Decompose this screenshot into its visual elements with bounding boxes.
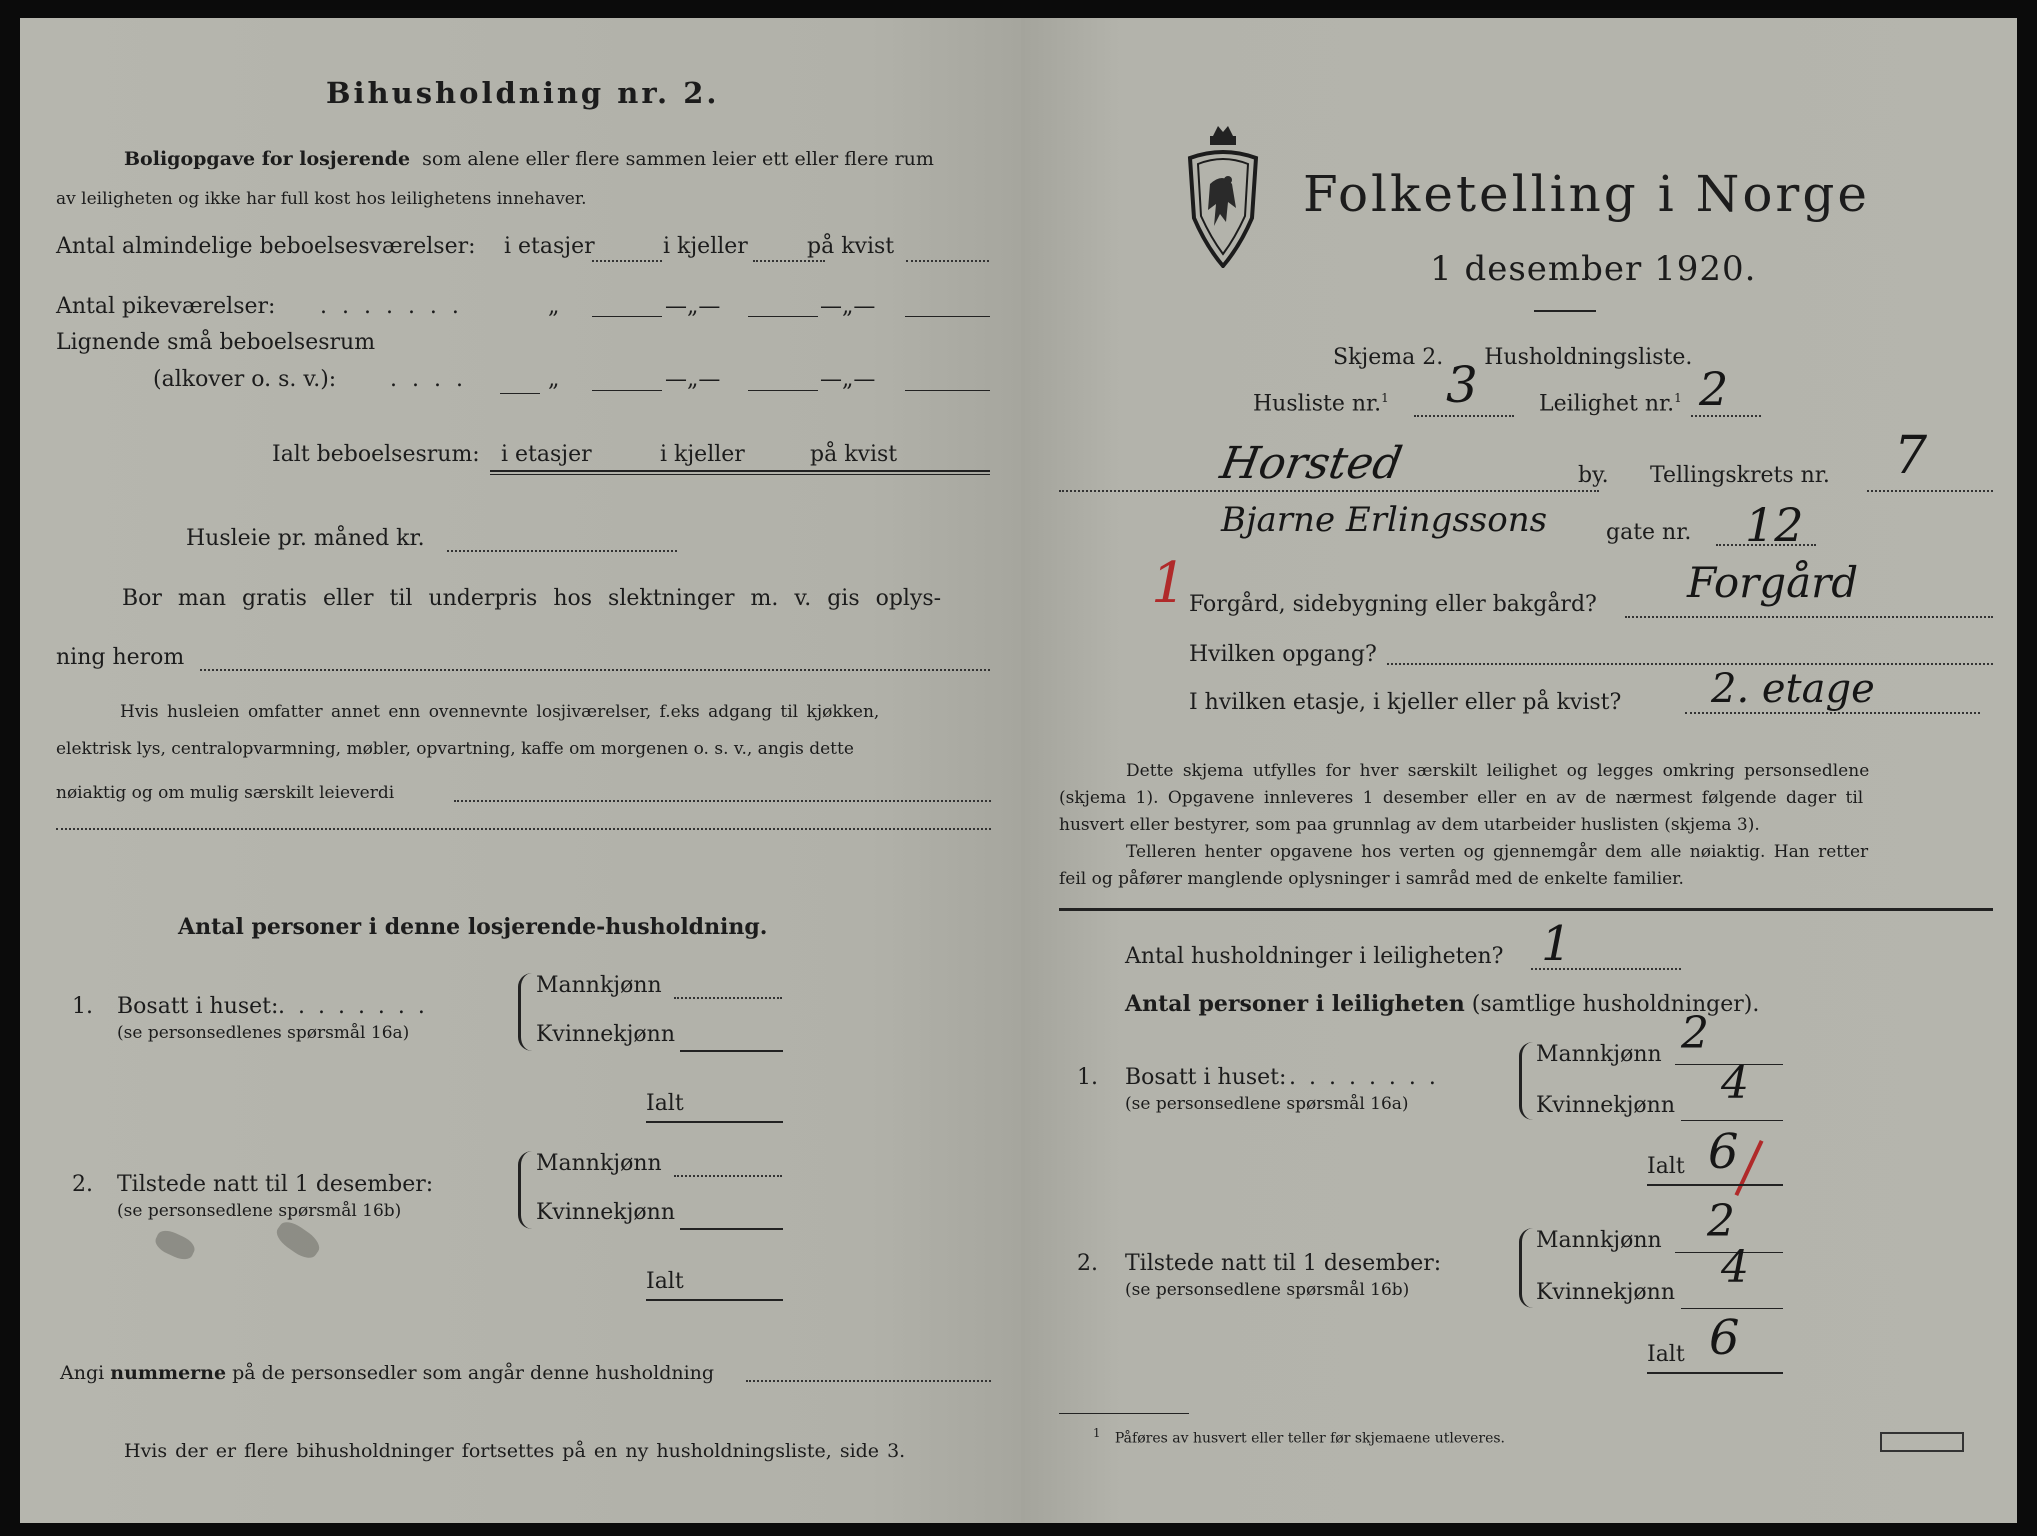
ialt-rooms-label: Ialt beboelsesrum: [272,442,480,467]
bihusholdning-title: Bihusholdning nr. 2. [326,76,720,110]
angi-pre: Angi [60,1362,105,1384]
q2-kvinne-label: Kvinnekjønn [536,1200,675,1225]
skjema-line [1333,345,1692,370]
r-q1-kvinne-label: Kvinnekjønn [1536,1093,1675,1118]
opgang-label: Hvilken opgang? [1189,642,1377,667]
angi-line [60,1362,714,1384]
forgaard-value: Forgård [1687,558,1859,607]
leilighet-text: Leilighet nr. [1539,391,1675,417]
krets-value: 7 [1894,426,1928,486]
etasje-label: I hvilken etasje, i kjeller eller på kvist? [1189,690,1622,715]
lign-ditto-2: —„— [665,367,721,392]
husliste-text: Husliste nr. [1253,391,1382,417]
red-margin-mark: 1 [1151,551,1187,616]
husholdninger-value: 1 [1541,916,1572,972]
q1-num: 1. [72,994,93,1019]
pike-ditto-2: —„— [665,294,721,319]
r-q1-label: Bosatt i huset: [1125,1065,1287,1090]
r-q1-mann-label: Mannkjønn [1536,1042,1662,1067]
leilighet-label [1539,391,1682,416]
r-q2-mann-value: 2 [1707,1196,1735,1247]
intro-bold: Boligopgave for losjerende [124,148,411,170]
r-q2-sub: (se personsedlene spørsmål 16b) [1125,1280,1410,1300]
printer-stamp [1880,1432,1964,1452]
gate-label: gate nr. [1606,520,1692,545]
rooms-kvist: på kvist [807,234,895,259]
r-q2-label: Tilstede natt til 1 desember: [1125,1251,1442,1276]
census-date: 1 desember 1920. [1430,249,1757,289]
info-line-2: (skjema 1). Opgavene innleveres 1 desember eller en av de nærmest følgende dager til [1059,788,1864,808]
rooms-label: Antal almindelige beboelsesværelser: [56,234,476,259]
husliste-value: 3 [1446,356,1478,414]
persons-line [1125,991,1759,1017]
intro-line-1 [124,148,934,170]
rooms-kjeller: i kjeller [663,234,748,259]
ink-stain [272,1217,323,1263]
by-value: Horsted [1216,438,1406,489]
red-check-mark [1735,1140,1764,1196]
bor-line-1: Bor man gratis eller til underpris hos slektninger m. v. gis oplys- [122,586,942,611]
ialt-kjeller: i kjeller [660,442,745,467]
intro-rest: som alene eller flere sammen leier ett eller flere rum [422,148,934,170]
lign-label-2: (alkover o. s. v.): [153,367,337,392]
skjema-title: Husholdningsliste. [1484,345,1693,370]
persons-rest: (samtlige husholdninger). [1471,992,1760,1017]
r-q2-kvinne-label: Kvinnekjønn [1536,1280,1675,1305]
angi-rest: på de personsedler som angår denne husholdning [232,1362,715,1384]
r-q2-mann-label: Mannkjønn [1536,1228,1662,1253]
etasje-value: 2. etage [1711,666,1875,712]
r-q2-kvinne-value: 4 [1721,1242,1749,1293]
husleie-label: Husleie pr. måned kr. [186,526,425,551]
pike-label: Antal pikeværelser: [56,294,276,319]
q2-mann-label: Mannkjønn [536,1151,662,1176]
r-q1-mann-value: 2 [1681,1008,1709,1059]
footnote-number: 1 [1093,1426,1101,1440]
q1-mann-label: Mannkjønn [536,973,662,998]
ink-stain [152,1227,198,1264]
hvis-line-3: nøiaktig og om mulig særskilt leieverdi [56,783,395,803]
info-line-3: husvert eller bestyrer, som paa grunnlag av dem utarbeider huslisten (skjema 3). [1059,815,1760,835]
lign-dots: . . . . [390,367,467,392]
r-q1-dots: . . . . . . . . [1289,1065,1439,1090]
forgaard-label: Forgård, sidebygning eller bakgård? [1189,592,1597,617]
lign-label-1: Lignende små beboelsesrum [56,330,376,355]
gate-nr-value: 12 [1745,498,1804,552]
leilighet-value: 2 [1699,362,1729,416]
ialt-kvist: på kvist [810,442,898,467]
gate-value: Bjarne Erlingssons [1221,500,1548,540]
q1-kvinne-label: Kvinnekjønn [536,1022,675,1047]
ialt-etasjer: i etasjer [501,442,592,467]
lign-ditto-3: —„— [820,367,876,392]
q2-sub: (se personsedlene spørsmål 16b) [117,1201,402,1221]
q2-label: Tilstede natt til 1 desember: [117,1172,434,1197]
info-line-4: Telleren henter opgavene hos verten og gjennemgår dem alle nøiaktig. Han retter [1126,842,1869,862]
pike-ditto-1: „ [548,294,560,319]
angi-bold: nummerne [110,1362,227,1384]
intro-line-2: av leiligheten og ikke har full kost hos leilighetens innehaver. [56,189,587,209]
r-q1-ialt-value: 6 [1708,1124,1739,1180]
footnote-text: Påføres av husvert eller teller før skjemaene utleveres. [1114,1430,1506,1447]
pike-dots: . . . . . . . [320,294,463,319]
info-line-1: Dette skjema utfylles for hver særskilt leilighet og legges omkring personsedlene [1126,761,1870,781]
skjema-number: Skjema 2. [1333,345,1444,370]
q2-num: 2. [72,1172,93,1197]
r-q2-num: 2. [1077,1251,1098,1276]
pike-ditto-3: —„— [820,294,876,319]
info-line-5: feil og påfører manglende oplysninger i samråd med de enkelte familier. [1059,869,1684,889]
footnote [1093,1426,1505,1447]
q2-ialt-label: Ialt [646,1269,684,1294]
bor-line-2: ning herom [56,645,185,670]
footer-note: Hvis der er flere bihusholdninger fortsettes på en ny husholdningsliste, side 3. [124,1440,906,1462]
r-q1-num: 1. [1077,1065,1098,1090]
norway-coat-of-arms-icon [1180,118,1266,268]
q1-sub: (se personsedlenes spørsmål 16a) [117,1023,410,1043]
persons-title: Antal personer i denne losjerende-husholdning. [178,914,768,940]
krets-label: Tellingskrets nr. [1650,463,1830,488]
rooms-etasjer: i etasjer [504,234,595,259]
r-q2-ialt-label: Ialt [1647,1342,1685,1367]
husholdninger-label: Antal husholdninger i leiligheten? [1125,944,1504,969]
r-q1-ialt-label: Ialt [1647,1154,1685,1179]
r-q1-kvinne-value: 4 [1721,1058,1749,1109]
lign-ditto-1: „ [548,367,560,392]
r-q2-ialt-value: 6 [1709,1310,1740,1366]
folketelling-title: Folketelling i Norge [1303,165,1870,223]
persons-bold: Antal personer i leiligheten [1125,991,1465,1017]
husliste-label [1253,391,1389,416]
husliste-footnote-ref: 1 [1381,391,1389,405]
hvis-line-1: Hvis husleien omfatter annet enn ovennevnte losjiværelser, f.eks adgang til kjøkken, [120,702,880,722]
leilighet-footnote-ref: 1 [1674,391,1682,405]
q1-dots: . . . . . . . . [278,994,428,1019]
q1-ialt-label: Ialt [646,1091,684,1116]
by-label: by. [1578,463,1609,488]
hvis-line-2: elektrisk lys, centralopvarmning, møbler, opvartning, kaffe om morgenen o. s. v., angis dette [56,739,854,759]
left-page [20,18,1021,1523]
r-q1-sub: (se personsedlene spørsmål 16a) [1125,1094,1409,1114]
q1-label: Bosatt i huset: [117,994,279,1019]
right-page [1021,18,2017,1523]
